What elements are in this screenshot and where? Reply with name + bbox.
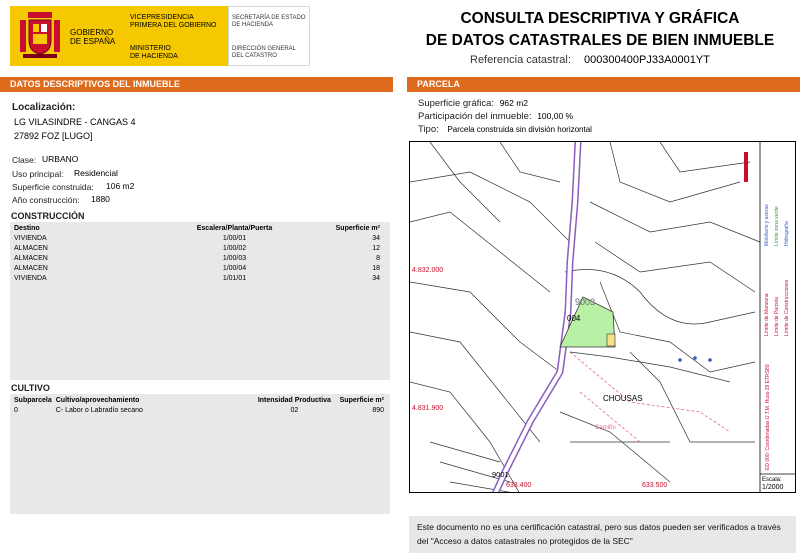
parcel-label-secondary: 9003 [575,297,596,307]
participacion-row [418,111,573,122]
minis-line-1: MINISTERIO [130,45,171,52]
vice-line-2: PRIMERA DEL GOBIERNO [130,22,217,29]
vice-line-1: VICEPRESIDENCIA [130,14,194,21]
page-title [410,8,790,52]
column-header: Superficie m² [339,397,384,404]
ref-value: 000300400PJ33A0001YT [583,54,710,66]
table-cell: C- Labor o Labradío secano [55,406,143,414]
column-header: Superficie m² [335,225,380,232]
superficie-label: Superficie construida: [12,182,94,192]
table-row [12,273,382,283]
clase-label: Clase: [12,155,37,165]
table-cell: 34 [372,234,380,242]
table-row [12,253,382,263]
construccion-header-row [12,224,382,233]
tipo-value: Parcela construida sin división horizontal [447,125,592,134]
secr-line-1: SECRETARÍA DE ESTADO [232,15,306,21]
column-header: Escalera/Planta/Puerta [196,225,273,232]
sup-grafica-value: 962 m2 [499,98,529,108]
cultivo-panel [10,394,390,514]
epsg-label: ED 000: Coordenadas U.T.M. Huso 29 ETRS89 [765,364,771,470]
tipo-label: Tipo: [418,124,439,135]
dirg-line-2: DEL CATASTRO [232,53,277,59]
construccion-panel [10,222,390,380]
direccion-text [232,46,308,60]
cultivo-title: CULTIVO [11,383,50,393]
table-cell: 1/00/04 [222,264,247,272]
gov-line-1: GOBIERNO [70,28,114,37]
table-row [12,405,386,415]
table-cell: 12 [372,244,380,252]
column-header: Intensidad Productiva [257,397,331,404]
gov-line-2: DE ESPAÑA [70,37,116,46]
table-row [12,263,382,273]
scale-label: Escala: [762,477,782,483]
disclaimer-note: Este documento no es una certificación catastral, pero sus datos pueden ser verificados a través del "Acceso a datos catastrales no protegidos de la SEC" [409,516,796,553]
construccion-body [12,233,382,283]
anio-label: Año construcción: [12,195,80,205]
legend-item: Límite de Parcela [774,297,780,336]
table-cell: ALMACEN [14,254,48,262]
localizacion-line-1: LG VILASINDRE - CANGAS 4 [14,117,136,127]
legend-item: Hidrografía [784,221,790,246]
coord-x2: 633.500 [642,482,668,489]
title-line-1: CONSULTA DESCRIPTIVA Y GRÁFICA [460,10,740,27]
cultivo-body [12,405,386,415]
sup-grafica-row [418,98,528,109]
table-cell: ALMACEN [14,264,48,272]
table-cell: 8 [376,254,380,262]
ministerio-text [130,45,225,61]
participacion-label: Participación del inmueble: [418,111,532,122]
table-cell: 0 [14,406,18,414]
legend-item: Límite de Construcciones [784,279,790,336]
construccion-title: CONSTRUCCIÓN [11,211,85,221]
ref-label: Referencia catastral: [470,54,571,66]
table-cell: 890 [372,406,384,414]
table-cell: 1/00/01 [222,234,247,242]
coord-y1: 4.832.000 [412,267,444,274]
legend-item: Mobiliario y aceras [764,204,770,246]
scale-value: 1/2000 [762,484,784,491]
secretaria-text [232,15,308,29]
title-line-2: DE DATOS CATASTRALES DE BIEN INMUEBLE [425,32,775,49]
coat-of-arms-icon [14,10,66,62]
cadastral-map[interactable] [409,141,796,493]
gobierno-espana-text [70,28,115,46]
map-drawing [410,142,796,493]
coord-x1: 633.400 [506,482,532,489]
clase-value: URBANO [42,154,79,164]
column-header: Cultivo/aprovechamiento [55,397,140,404]
dirg-line-1: DIRECCIÓN GENERAL [232,46,297,52]
sup-grafica-label: Superficie gráfica: [418,98,495,109]
uso-value: Residencial [74,168,118,178]
table-cell: 1/00/03 [222,254,247,262]
participacion-value: 100,00 % [537,111,574,121]
column-header: Destino [14,225,40,232]
secr-line-2: DE HACIENDA [232,22,274,28]
bottom-label: 9001 [492,470,509,479]
map-legend [760,146,796,336]
legend-item: Límite de Manzana [764,293,770,336]
column-header: Subparcela [14,397,52,404]
uso-label: Uso principal: [12,169,64,179]
ref-catastral-row [470,54,710,66]
localizacion-label: Localización: [12,102,76,113]
superficie-value: 106 m2 [106,181,135,191]
table-cell: 34 [372,274,380,282]
place-label: CHOUSAS [603,394,643,403]
table-cell: 1/01/01 [222,274,247,282]
minis-line-2: DE HACIENDA [130,53,178,60]
vicepresidencia-text [130,14,225,30]
table-cell: ALMACEN [14,244,48,252]
construccion-table [12,224,382,283]
parcel-label: 004 [567,314,581,323]
legend-item: Límite zona verde [774,206,780,246]
localizacion-line-2: 27892 FOZ [LUGO] [14,131,93,141]
table-row [12,233,382,243]
table-cell: 1/00/02 [222,244,247,252]
table-row [12,243,382,253]
section-bar-parcela: PARCELA [407,77,800,92]
coord-y2: 4.831.900 [412,405,444,412]
table-cell: 02 [290,406,299,414]
table-cell: VIVIENDA [14,234,47,242]
section-bar-datos: DATOS DESCRIPTIVOS DEL INMUEBLE [0,77,393,92]
anio-value: 1880 [91,194,110,204]
cultivo-table [12,396,386,415]
table-cell: VIVIENDA [14,274,47,282]
table-cell: 18 [372,264,380,272]
road-label: Camiño [595,425,616,431]
cultivo-header-row [12,396,386,405]
tipo-row [418,124,592,135]
